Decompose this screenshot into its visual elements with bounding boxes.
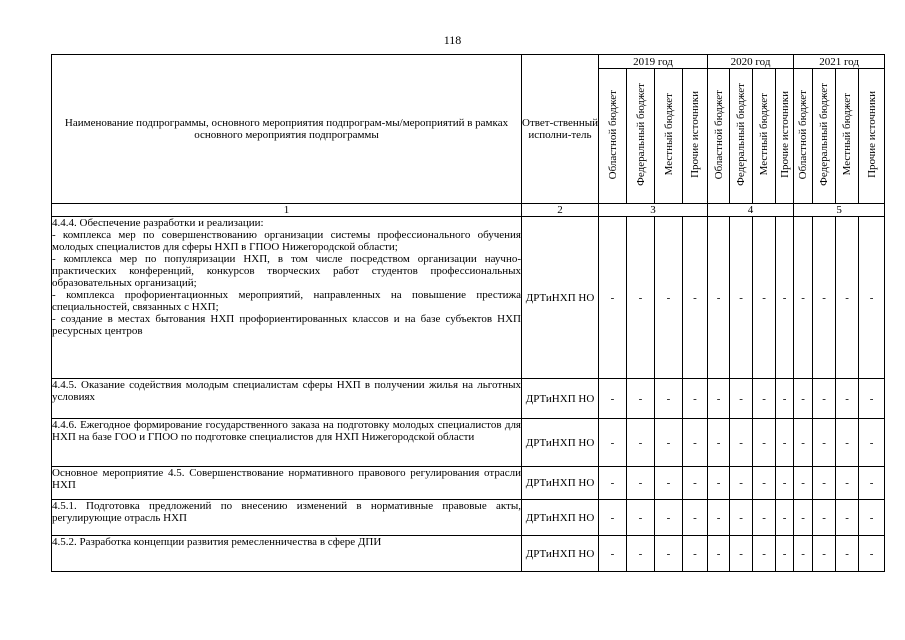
column-numbers-row <box>52 204 885 217</box>
source-header-label: Федеральный бюджет <box>735 83 748 186</box>
funding-value: - <box>708 467 730 500</box>
funding-value: - <box>599 467 627 500</box>
funding-value: - <box>599 419 627 467</box>
funding-value: - <box>753 500 776 536</box>
source-header <box>776 69 794 204</box>
funding-value: - <box>730 467 753 500</box>
funding-value: - <box>836 500 859 536</box>
column-number: 4 <box>708 204 794 217</box>
funding-value: - <box>794 217 813 379</box>
funding-value: - <box>599 379 627 419</box>
funding-value: - <box>794 467 813 500</box>
responsible-executor: ДРТиНХП НО <box>522 467 599 500</box>
source-header-label: Прочие источники <box>689 91 702 178</box>
activity-description <box>52 536 522 572</box>
source-header <box>859 69 885 204</box>
funding-value: - <box>655 536 683 572</box>
table-row <box>52 419 885 467</box>
activity-description <box>52 467 522 500</box>
source-header <box>730 69 753 204</box>
funding-value: - <box>599 536 627 572</box>
funding-value: - <box>655 379 683 419</box>
source-header <box>753 69 776 204</box>
funding-value: - <box>753 419 776 467</box>
funding-value: - <box>813 467 836 500</box>
responsible-executor: ДРТиНХП НО <box>522 379 599 419</box>
funding-value: - <box>730 419 753 467</box>
funding-value: - <box>708 536 730 572</box>
table-row <box>52 217 885 379</box>
activity-description <box>52 379 522 419</box>
description-line: 4.4.4. Обеспечение разработки и реализации: <box>52 217 264 229</box>
responsible-executor: ДРТиНХП НО <box>522 500 599 536</box>
description-line: - комплекса мер по совершенствованию организации системы профессионального обучения молодых специалистов для сферы НХП в ГПОО Нижегородской области; <box>52 229 521 253</box>
table-row <box>52 500 885 536</box>
column-header-name: Наименование подпрограммы, основного мероприятия подпрограм-мы/мероприятий в рамках основного мероприятия подпрограммы <box>52 55 522 204</box>
funding-value: - <box>794 536 813 572</box>
funding-value: - <box>859 379 885 419</box>
funding-value: - <box>655 217 683 379</box>
funding-value: - <box>753 467 776 500</box>
responsible-executor: ДРТиНХП НО <box>522 419 599 467</box>
funding-value: - <box>627 379 655 419</box>
funding-value: - <box>683 217 708 379</box>
source-header-label: Прочие источники <box>865 91 878 178</box>
funding-value: - <box>776 419 794 467</box>
source-header <box>813 69 836 204</box>
funding-value: - <box>730 500 753 536</box>
funding-value: - <box>627 217 655 379</box>
column-number: 5 <box>794 204 885 217</box>
activity-description <box>52 419 522 467</box>
source-header <box>655 69 683 204</box>
program-table <box>51 54 885 572</box>
funding-value: - <box>627 536 655 572</box>
table-row <box>52 379 885 419</box>
year-header-2021: 2021 год <box>794 55 885 69</box>
funding-value: - <box>859 467 885 500</box>
page-number: 118 <box>443 33 462 47</box>
funding-value: - <box>776 467 794 500</box>
column-number: 3 <box>599 204 708 217</box>
funding-value: - <box>776 536 794 572</box>
description-line: Основное мероприятие 4.5. Совершенствование нормативного правового регулирования отрасли НХП <box>52 467 521 491</box>
funding-value: - <box>813 419 836 467</box>
description-line: - комплекса мер по популяризации НХП, в том числе посредством организации научно-практических конференций, конкурсов творческих работ студентов профессиональных образовательных организаций; <box>52 253 521 289</box>
funding-value: - <box>836 419 859 467</box>
funding-value: - <box>627 500 655 536</box>
funding-value: - <box>859 217 885 379</box>
year-header-2020: 2020 год <box>708 55 794 69</box>
funding-value: - <box>708 500 730 536</box>
table-body <box>52 217 885 572</box>
funding-value: - <box>753 379 776 419</box>
funding-value: - <box>813 536 836 572</box>
funding-value: - <box>683 536 708 572</box>
responsible-executor: ДРТиНХП НО <box>522 536 599 572</box>
funding-value: - <box>599 500 627 536</box>
funding-value: - <box>753 536 776 572</box>
source-header-label: Областной бюджет <box>606 89 619 180</box>
funding-value: - <box>730 217 753 379</box>
funding-value: - <box>655 467 683 500</box>
funding-value: - <box>655 419 683 467</box>
source-header <box>683 69 708 204</box>
source-header <box>599 69 627 204</box>
funding-value: - <box>708 379 730 419</box>
source-header <box>627 69 655 204</box>
column-number: 2 <box>522 204 599 217</box>
funding-value: - <box>859 536 885 572</box>
description-line: 4.4.5. Оказание содействия молодым специалистам сферы НХП в получении жилья на льготных условиях <box>52 379 521 403</box>
funding-value: - <box>683 500 708 536</box>
funding-value: - <box>683 419 708 467</box>
source-header-label: Прочие источники <box>778 91 791 178</box>
description-line: - создание в местах бытования НХП профориентированных классов и на базе субъектов НХП ресурсных центров <box>52 313 521 337</box>
funding-value: - <box>794 419 813 467</box>
funding-value: - <box>683 467 708 500</box>
funding-value: - <box>708 419 730 467</box>
year-header-2019: 2019 год <box>599 55 708 69</box>
funding-value: - <box>627 419 655 467</box>
source-header-label: Федеральный бюджет <box>634 83 647 186</box>
source-header-label: Местный бюджет <box>662 93 675 176</box>
funding-value: - <box>859 500 885 536</box>
funding-value: - <box>794 379 813 419</box>
funding-value: - <box>776 500 794 536</box>
source-header <box>794 69 813 204</box>
source-header <box>708 69 730 204</box>
funding-value: - <box>813 379 836 419</box>
source-header-label: Местный бюджет <box>841 93 854 176</box>
activity-description <box>52 500 522 536</box>
funding-value: - <box>836 467 859 500</box>
funding-value: - <box>836 217 859 379</box>
funding-value: - <box>753 217 776 379</box>
funding-value: - <box>599 217 627 379</box>
column-header-responsible: Ответ-ственный исполни-тель <box>522 55 599 204</box>
funding-value: - <box>776 379 794 419</box>
source-header <box>836 69 859 204</box>
activity-description <box>52 217 522 379</box>
funding-value: - <box>836 536 859 572</box>
funding-value: - <box>627 467 655 500</box>
funding-value: - <box>836 379 859 419</box>
funding-value: - <box>730 379 753 419</box>
source-header-label: Местный бюджет <box>758 93 771 176</box>
description-line: 4.4.6. Ежегодное формирование государственного заказа на подготовку молодых специалистов для НХП на базе ГОО и ГПОО по подготовке специалистов для НХП Нижегородской области <box>52 419 521 443</box>
funding-value: - <box>655 500 683 536</box>
funding-value: - <box>776 217 794 379</box>
funding-value: - <box>813 217 836 379</box>
source-header-label: Областной бюджет <box>797 89 810 180</box>
funding-value: - <box>813 500 836 536</box>
column-number: 1 <box>52 204 522 217</box>
description-line: 4.5.2. Разработка концепции развития ремесленничества в сфере ДПИ <box>52 536 382 548</box>
description-line: 4.5.1. Подготовка предложений по внесению изменений в нормативные правовые акты, регулирующие отрасль НХП <box>52 500 521 524</box>
table-row <box>52 467 885 500</box>
funding-value: - <box>683 379 708 419</box>
funding-value: - <box>708 217 730 379</box>
source-header-label: Областной бюджет <box>712 89 725 180</box>
funding-value: - <box>730 536 753 572</box>
responsible-executor: ДРТиНХП НО <box>522 217 599 379</box>
funding-value: - <box>794 500 813 536</box>
table-row <box>52 536 885 572</box>
description-line: - комплекса профориентационных мероприятий, направленных на повышение престижа специальностей, связанных с НХП; <box>52 289 521 313</box>
source-header-label: Федеральный бюджет <box>818 83 831 186</box>
funding-value: - <box>859 419 885 467</box>
